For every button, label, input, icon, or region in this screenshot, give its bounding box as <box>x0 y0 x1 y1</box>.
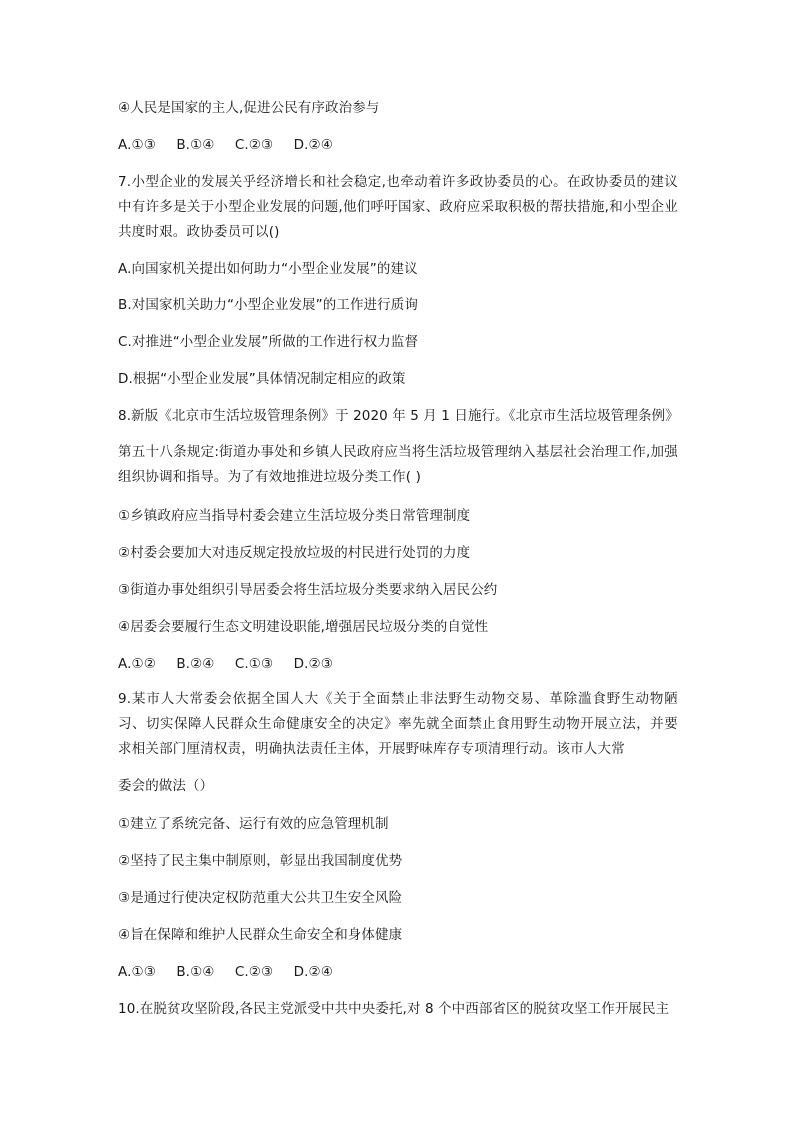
q6-option-a: A.①③ <box>118 137 156 153</box>
q9-stem: 9.某市人大常委会依据全国人大《关于全面禁止非法野生动物交易、革除滥食野生动物陋习、切实保障人民群众生命健康安全的决定》率先就全面禁止食用野生动物开展立法，并要求相关部门厘清权责，明确执法责任主体，开展野味库存专项清理行动。该市人大常 <box>118 691 678 757</box>
q9-statement-4: ④旨在保障和维护人民群众生命安全和身体健康 <box>118 927 403 943</box>
q6-option-b: B.①④ <box>176 137 215 153</box>
q9-options <box>118 963 349 981</box>
q8-statement-2: ②村委会要加大对违反规定投放垃圾的村民进行处罚的力度 <box>118 545 471 561</box>
q9-option-c: C.②③ <box>234 964 274 980</box>
q9-statement-3: ③是通过行使决定权防范重大公共卫生安全风险 <box>118 890 403 906</box>
q7-option-c: C.对推进“小型企业发展”所做的工作进行权力监督 <box>118 334 419 350</box>
q8-statement-1: ①乡镇政府应当指导村委会建立生活垃圾分类日常管理制度 <box>118 508 471 524</box>
q8-option-d: D.②③ <box>293 656 333 672</box>
q6-statement-4: ④人民是国家的主人,促进公民有序政治参与 <box>118 100 380 116</box>
q9-statement-1: ①建立了系统完备、运行有效的应急管理机制 <box>118 816 389 832</box>
q8-option-b: B.②④ <box>176 656 215 672</box>
q8-statement-3: ③街道办事处组织引导居委会将生活垃圾分类要求纳入居民公约 <box>118 582 498 598</box>
q6-options <box>118 136 349 154</box>
q9-option-b: B.①④ <box>176 964 215 980</box>
q9-option-a: A.①③ <box>118 964 156 980</box>
q7-option-b: B.对国家机关助力“小型企业发展”的工作进行质询 <box>118 297 418 313</box>
q8-stem-line-2: 第五十八条规定:街道办事处和乡镇人民政府应当将生活垃圾管理纳入基层社会治理工作,加强组织协调和指导。为了有效地推进垃圾分类工作( ) <box>118 444 678 485</box>
q8-option-c: C.①③ <box>234 656 274 672</box>
q6-option-c: C.②③ <box>234 137 274 153</box>
q6-option-d: D.②④ <box>293 137 333 153</box>
q9-option-d: D.②④ <box>293 964 333 980</box>
q7-stem: 7.小型企业的发展关乎经济增长和社会稳定,也牵动着许多政协委员的心。在政协委员的建议中有许多是关于小型企业发展的问题,他们呼吁国家、政府应采取积极的帮扶措施,和小型企业共度时艰。政协委员可以() <box>118 174 678 240</box>
q8-statement-4: ④居委会要履行生态文明建设职能,增强居民垃圾分类的自觉性 <box>118 619 489 635</box>
q8-options <box>118 655 349 673</box>
q10-stem: 10.在脱贫攻坚阶段,各民主党派受中共中央委托,对 8 个中西部省区的脱贫攻坚工作开展民主 <box>118 1001 670 1017</box>
q9-stem-continued: 委会的做法（） <box>118 778 214 794</box>
q8-option-a: A.①② <box>118 656 156 672</box>
q7-option-a: A.向国家机关提出如何助力“小型企业发展”的建议 <box>118 261 418 277</box>
q9-statement-2: ②坚持了民主集中制原则，彰显出我国制度优势 <box>118 853 403 869</box>
q8-stem-line-1: 8.新版《北京市生活垃圾管理条例》于 2020 年 5 月 1 日施行。《北京市生活垃圾管理条例》 <box>118 408 679 424</box>
q7-option-d: D.根据“小型企业发展”具体情况制定相应的政策 <box>118 371 406 387</box>
